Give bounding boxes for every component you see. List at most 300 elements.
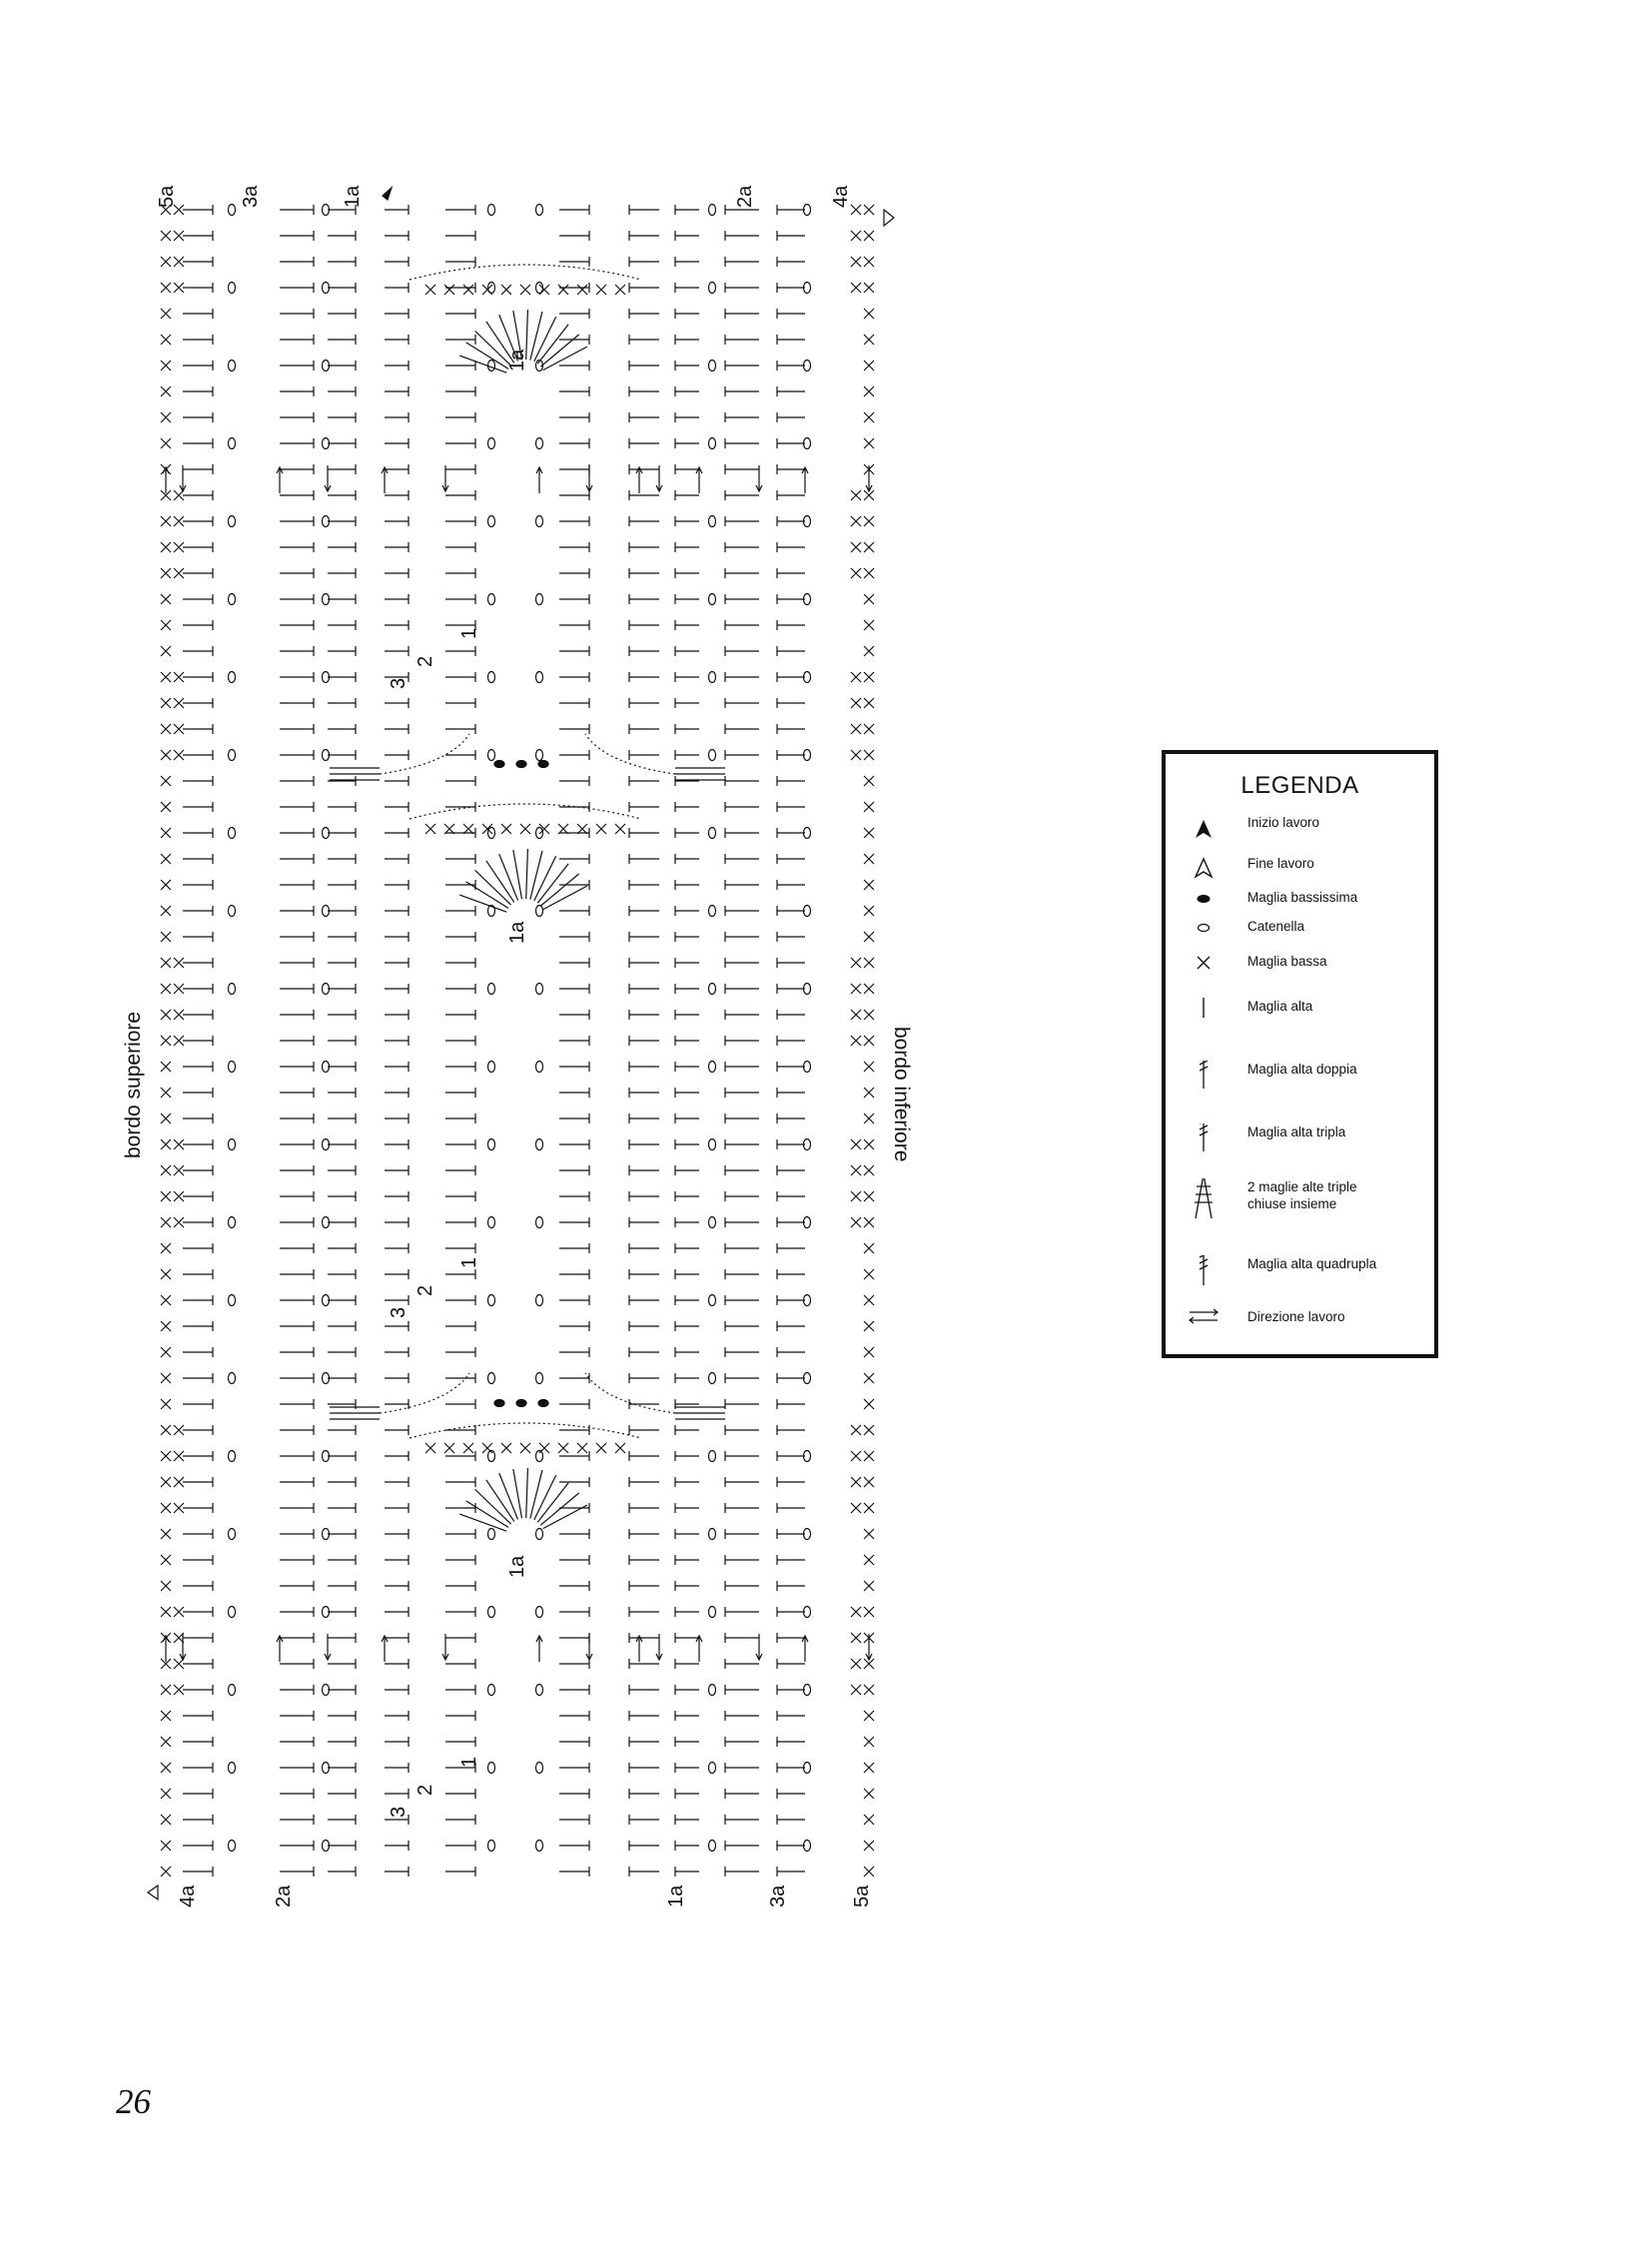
stitch-mark xyxy=(280,257,314,267)
single-crochet-mark xyxy=(864,1373,874,1383)
stitch-mark xyxy=(675,1191,699,1201)
stitch-mark xyxy=(280,880,314,890)
stitch-mark xyxy=(629,1659,659,1669)
stitch-mark xyxy=(725,309,759,319)
stitch-mark xyxy=(725,1477,759,1487)
single-crochet-mark xyxy=(864,1217,874,1227)
stitch-mark xyxy=(385,1789,409,1799)
single-crochet-mark xyxy=(161,620,171,630)
stitch-mark xyxy=(280,1685,314,1695)
stitch-mark xyxy=(559,724,589,734)
stitch-mark xyxy=(445,1685,475,1695)
stitch-mark xyxy=(385,1373,409,1383)
stitch-mark xyxy=(328,283,356,293)
single-crochet-mark xyxy=(864,542,874,552)
single-crochet-mark xyxy=(558,285,568,295)
single-crochet-mark xyxy=(851,1633,861,1643)
single-crochet-mark xyxy=(161,1347,171,1357)
single-crochet-mark xyxy=(864,880,874,890)
single-crochet-mark xyxy=(161,335,171,345)
chain-mark xyxy=(536,1217,543,1228)
stitch-mark xyxy=(183,231,213,241)
direction-arrow xyxy=(802,1636,808,1662)
stitch-mark xyxy=(385,1867,409,1876)
stitch-mark xyxy=(445,1581,475,1591)
stitch-mark xyxy=(385,205,409,215)
stitch-mark xyxy=(183,724,213,734)
stitch-mark xyxy=(675,854,699,864)
stitch-mark xyxy=(280,283,314,293)
single-crochet-mark xyxy=(174,1036,184,1046)
fan-stitch xyxy=(526,849,528,899)
stitch-mark xyxy=(675,257,699,267)
stitch-mark xyxy=(725,1295,759,1305)
legend-label: Maglia alta tripla xyxy=(1247,1124,1346,1139)
stitch-mark xyxy=(183,335,213,345)
stitch-mark xyxy=(445,438,475,448)
stitch-mark xyxy=(183,828,213,838)
single-crochet-mark xyxy=(864,1062,874,1072)
slip-stitch-mark xyxy=(538,761,548,768)
stitch-mark xyxy=(675,1036,699,1046)
stitch-mark xyxy=(280,1165,314,1175)
stitch-mark xyxy=(385,932,409,942)
stitch-mark xyxy=(559,438,589,448)
stitch-mark xyxy=(183,1114,213,1123)
stitch-mark xyxy=(629,386,659,396)
single-crochet-mark xyxy=(596,285,606,295)
single-crochet-mark xyxy=(851,283,861,293)
legend-label: Maglia bassissima xyxy=(1247,890,1358,905)
stitch-mark xyxy=(777,1581,805,1591)
stitch-mark xyxy=(629,1165,659,1175)
stitch-mark xyxy=(183,1217,213,1227)
chain-mark xyxy=(229,828,236,839)
stitch-mark xyxy=(280,1789,314,1799)
stitch-mark xyxy=(280,906,314,916)
stitch-mark xyxy=(183,1088,213,1098)
stitch-mark xyxy=(328,1789,356,1799)
single-crochet-mark xyxy=(161,750,171,760)
stitch-mark xyxy=(629,257,659,267)
stitch-mark xyxy=(559,1347,589,1357)
stitch-mark xyxy=(328,309,356,319)
stitch-mark xyxy=(629,1477,659,1487)
stitch-mark xyxy=(725,1269,759,1279)
stitch-mark xyxy=(777,1503,805,1513)
stitch-mark xyxy=(445,1295,475,1305)
stitch-mark xyxy=(445,1373,475,1383)
legend-item-slip xyxy=(1166,889,1434,919)
chain-mark xyxy=(488,1685,495,1696)
chain-mark xyxy=(536,1529,543,1540)
stitch-mark xyxy=(559,880,589,890)
stitch-mark xyxy=(675,386,699,396)
stitch-mark xyxy=(385,309,409,319)
edge-label-bottom: bordo inferiore xyxy=(890,1027,913,1162)
single-crochet-mark xyxy=(864,205,874,215)
stitch-mark xyxy=(385,1217,409,1227)
stitch-mark xyxy=(445,1425,475,1435)
stitch-mark xyxy=(328,490,356,500)
single-crochet-mark xyxy=(161,724,171,734)
stitch-mark xyxy=(777,542,805,552)
stitch-mark xyxy=(328,1243,356,1253)
stitch-mark xyxy=(445,1841,475,1851)
chain-mark xyxy=(229,984,236,995)
stitch-mark xyxy=(725,1711,759,1721)
stitch-mark xyxy=(725,464,759,474)
single-crochet-mark xyxy=(864,516,874,526)
stitch-mark xyxy=(559,1114,589,1123)
motif-number: 1 xyxy=(458,1756,480,1768)
stitch-mark xyxy=(629,1062,659,1072)
stitch-mark xyxy=(725,802,759,812)
single-crochet-mark xyxy=(161,1425,171,1435)
single-crochet-mark xyxy=(864,257,874,267)
stitch-mark xyxy=(725,1529,759,1539)
stitch-mark xyxy=(725,1191,759,1201)
stitch-mark xyxy=(385,1555,409,1565)
stitch-mark xyxy=(183,542,213,552)
stitch-mark xyxy=(445,1737,475,1747)
stitch-mark xyxy=(183,1347,213,1357)
legend-item-tr xyxy=(1166,1061,1434,1091)
stitch-mark xyxy=(629,906,659,916)
single-crochet-mark xyxy=(864,361,874,371)
stitch-mark xyxy=(725,1737,759,1747)
single-crochet-mark xyxy=(444,285,454,295)
stitch-mark xyxy=(328,724,356,734)
chain-mark xyxy=(488,516,495,527)
chain-mark xyxy=(709,750,716,761)
stitch-mark xyxy=(280,1555,314,1565)
single-crochet-mark xyxy=(174,516,184,526)
fan-stitch xyxy=(466,882,508,908)
stitch-mark xyxy=(385,1295,409,1305)
chain-mark xyxy=(709,1763,716,1774)
single-crochet-mark xyxy=(161,283,171,293)
single-crochet-mark xyxy=(864,932,874,942)
stitch-mark xyxy=(328,386,356,396)
stitch-mark xyxy=(777,1685,805,1695)
single-crochet-mark xyxy=(161,594,171,604)
stitch-mark xyxy=(777,724,805,734)
stitch-mark xyxy=(725,1633,759,1643)
stitch-mark xyxy=(445,672,475,682)
stitch-mark xyxy=(777,854,805,864)
stitch-mark xyxy=(559,1555,589,1565)
stitch-mark xyxy=(183,906,213,916)
stitch-mark xyxy=(559,568,589,578)
stitch-mark xyxy=(675,1425,699,1435)
stitch-mark xyxy=(328,1503,356,1513)
stitch-mark xyxy=(675,1789,699,1799)
slip-stitch-mark xyxy=(516,761,526,768)
single-crochet-mark xyxy=(161,1555,171,1565)
stitch-mark xyxy=(777,594,805,604)
stitch-mark xyxy=(385,906,409,916)
stitch-mark xyxy=(328,698,356,708)
stitch-mark xyxy=(559,1633,589,1643)
stitch-mark xyxy=(183,1373,213,1383)
single-crochet-mark xyxy=(174,1217,184,1227)
stitch-mark xyxy=(777,776,805,786)
single-crochet-mark xyxy=(864,958,874,968)
single-crochet-mark xyxy=(174,257,184,267)
chain-mark xyxy=(709,828,716,839)
single-crochet-mark xyxy=(851,542,861,552)
stitch-mark xyxy=(777,1347,805,1357)
cluster-stitch xyxy=(330,1407,380,1419)
single-crochet-mark xyxy=(864,1815,874,1825)
stitch-mark xyxy=(725,1373,759,1383)
stitch-mark xyxy=(280,1607,314,1617)
single-crochet-mark xyxy=(615,1443,625,1453)
legend-title: LEGENDA xyxy=(1240,772,1359,799)
single-crochet-mark xyxy=(161,386,171,396)
stitch-mark xyxy=(385,1139,409,1149)
single-crochet-mark xyxy=(851,1607,861,1617)
chain-mark xyxy=(536,750,543,761)
chain-arc xyxy=(585,734,675,774)
stitch-mark xyxy=(777,257,805,267)
stitch-mark xyxy=(725,1867,759,1876)
stitch-mark xyxy=(777,1036,805,1046)
single-crochet-mark xyxy=(161,1321,171,1331)
single-crochet-mark xyxy=(174,958,184,968)
single-crochet-mark xyxy=(174,568,184,578)
stitch-mark xyxy=(445,412,475,422)
stitch-mark xyxy=(777,1451,805,1461)
stitch-mark xyxy=(445,1529,475,1539)
stitch-mark xyxy=(629,932,659,942)
stitch-mark xyxy=(629,880,659,890)
single-crochet-mark xyxy=(864,698,874,708)
chain-arc xyxy=(410,1423,641,1438)
chain-mark xyxy=(229,205,236,216)
stitch-mark xyxy=(777,1737,805,1747)
stitch-mark xyxy=(445,1451,475,1461)
single-crochet-mark xyxy=(161,412,171,422)
stitch-mark xyxy=(328,672,356,682)
single-crochet-mark xyxy=(864,1841,874,1851)
stitch-mark xyxy=(328,1607,356,1617)
single-crochet-mark xyxy=(864,1010,874,1020)
stitch-mark xyxy=(385,231,409,241)
stitch-mark xyxy=(777,932,805,942)
legend-item-quad xyxy=(1166,1255,1434,1285)
single-crochet-mark xyxy=(864,1269,874,1279)
stitch-mark xyxy=(675,1659,699,1669)
stitch-mark xyxy=(675,1139,699,1149)
stitch-mark xyxy=(328,880,356,890)
stitch-mark xyxy=(675,750,699,760)
chain-mark xyxy=(709,1373,716,1384)
single-crochet-mark xyxy=(161,1191,171,1201)
stitch-mark xyxy=(328,854,356,864)
stitch-mark xyxy=(183,1477,213,1487)
stitch-mark xyxy=(559,386,589,396)
stitch-mark xyxy=(629,1685,659,1695)
stitch-mark xyxy=(280,1295,314,1305)
stitch-mark xyxy=(328,361,356,371)
stitch-mark xyxy=(280,984,314,994)
stitch-mark xyxy=(675,698,699,708)
stitch-mark xyxy=(725,283,759,293)
stitch-mark xyxy=(777,1062,805,1072)
stitch-mark xyxy=(183,750,213,760)
single-crochet-mark xyxy=(851,1451,861,1461)
stitch-mark xyxy=(280,1114,314,1123)
single-crochet-mark xyxy=(864,438,874,448)
stitch-mark xyxy=(328,1711,356,1721)
stitch-mark xyxy=(629,1191,659,1201)
stitch-mark xyxy=(629,542,659,552)
stitch-mark xyxy=(777,1321,805,1331)
single-crochet-mark xyxy=(161,802,171,812)
chain-mark xyxy=(488,1062,495,1073)
stitch-mark xyxy=(675,828,699,838)
stitch-mark xyxy=(725,542,759,552)
chain-mark xyxy=(709,906,716,917)
stitch-mark xyxy=(385,568,409,578)
triple-treble-cluster-icon xyxy=(1184,1178,1224,1238)
single-crochet-mark xyxy=(174,984,184,994)
stitch-mark xyxy=(629,1217,659,1227)
row-label-top-1a: 1a xyxy=(342,185,364,208)
stitch-mark xyxy=(559,932,589,942)
stitch-mark xyxy=(445,958,475,968)
fan-stitch xyxy=(475,1489,511,1524)
slip-stitch-mark xyxy=(494,761,504,768)
stitch-mark xyxy=(675,620,699,630)
stitch-mark xyxy=(725,490,759,500)
single-crochet-mark xyxy=(174,698,184,708)
stitch-mark xyxy=(559,1010,589,1020)
stitch-mark xyxy=(777,335,805,345)
direction-arrow xyxy=(696,467,702,493)
single-crochet-mark xyxy=(174,231,184,241)
single-crochet-mark xyxy=(161,231,171,241)
stitch-mark xyxy=(725,1010,759,1020)
legend-item-dc xyxy=(1166,998,1434,1028)
chain-mark xyxy=(229,1217,236,1228)
stitch-mark xyxy=(183,1451,213,1461)
stitch-mark xyxy=(559,672,589,682)
stitch-mark xyxy=(777,464,805,474)
stitch-mark xyxy=(183,1425,213,1435)
stitch-mark xyxy=(385,1841,409,1851)
stitch-mark xyxy=(675,1114,699,1123)
chain-arc xyxy=(380,734,469,774)
stitch-mark xyxy=(725,698,759,708)
stitch-mark xyxy=(629,412,659,422)
stitch-mark xyxy=(445,464,475,474)
chain-mark xyxy=(488,1217,495,1228)
legend-label: Catenella xyxy=(1247,919,1305,934)
stitch-mark xyxy=(629,646,659,656)
single-crochet-mark xyxy=(851,257,861,267)
stitch-mark xyxy=(675,906,699,916)
stitch-mark xyxy=(385,542,409,552)
stitch-mark xyxy=(328,958,356,968)
stitch-mark xyxy=(183,646,213,656)
stitch-mark xyxy=(280,750,314,760)
chain-mark xyxy=(229,1062,236,1073)
stitch-mark xyxy=(725,620,759,630)
stitch-mark xyxy=(725,750,759,760)
stitch-mark xyxy=(725,1217,759,1227)
chain-mark xyxy=(229,361,236,372)
stitch-mark xyxy=(183,1711,213,1721)
single-crochet-mark xyxy=(851,1036,861,1046)
single-crochet-mark xyxy=(864,594,874,604)
stitch-mark xyxy=(445,257,475,267)
chain-arc xyxy=(410,804,641,819)
row-label-bottom-3a: 3a xyxy=(767,1884,789,1907)
stitch-mark xyxy=(777,1815,805,1825)
single-crochet-mark xyxy=(161,1685,171,1695)
direction-arrow xyxy=(277,1636,283,1662)
stitch-mark xyxy=(385,1243,409,1253)
direction-arrow xyxy=(536,1636,542,1662)
stitch-mark xyxy=(629,802,659,812)
single-crochet-mark xyxy=(864,984,874,994)
stitch-mark xyxy=(725,1789,759,1799)
stitch-mark xyxy=(559,1529,589,1539)
stitch-mark xyxy=(629,1139,659,1149)
chain-mark xyxy=(488,1607,495,1618)
stitch-mark xyxy=(445,1217,475,1227)
stitch-mark xyxy=(445,854,475,864)
stitch-mark xyxy=(445,1010,475,1020)
stitch-mark xyxy=(725,828,759,838)
stitch-mark xyxy=(675,1321,699,1331)
fan-stitch xyxy=(459,1514,506,1531)
single-crochet-mark xyxy=(174,750,184,760)
single-crochet-mark xyxy=(161,1269,171,1279)
chain-mark xyxy=(229,1373,236,1384)
stitch-mark xyxy=(385,1737,409,1747)
stitch-mark xyxy=(445,516,475,526)
stitch-mark xyxy=(675,309,699,319)
single-crochet-mark xyxy=(851,1503,861,1513)
single-crochet-mark xyxy=(864,1036,874,1046)
single-crochet-mark xyxy=(851,1685,861,1695)
stitch-mark xyxy=(445,1088,475,1098)
stitch-mark xyxy=(777,1010,805,1020)
stitch-mark xyxy=(629,283,659,293)
chain-mark xyxy=(488,1529,495,1540)
stitch-mark xyxy=(559,1139,589,1149)
chain-mark xyxy=(229,283,236,294)
single-crochet-mark xyxy=(161,1451,171,1461)
stitch-mark xyxy=(385,984,409,994)
legend-label: Maglia bassa xyxy=(1247,954,1327,969)
stitch-mark xyxy=(328,1217,356,1227)
stitch-mark xyxy=(328,257,356,267)
single-crochet-mark xyxy=(161,880,171,890)
stitch-mark xyxy=(328,1815,356,1825)
stitch-mark xyxy=(280,1451,314,1461)
stitch-mark xyxy=(385,594,409,604)
stitch-mark xyxy=(328,932,356,942)
stitch-mark xyxy=(675,1373,699,1383)
stitch-mark xyxy=(777,1555,805,1565)
stitch-mark xyxy=(183,490,213,500)
stitch-mark xyxy=(385,1607,409,1617)
